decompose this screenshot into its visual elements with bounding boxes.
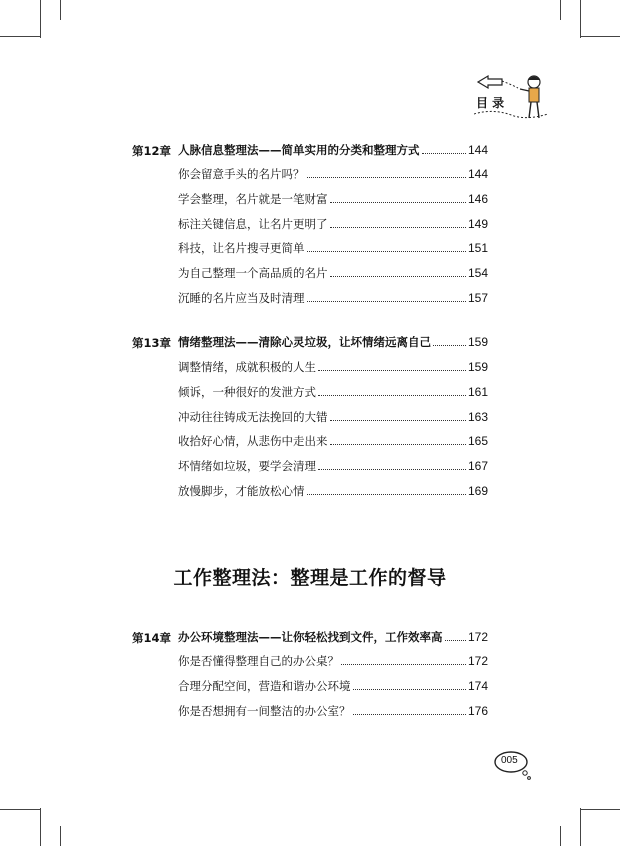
chapter-label: 第14章 [132,631,172,645]
dot-leader [341,664,466,665]
toc-item-title: 冲动往往铸成无法挽回的大错 [178,410,328,424]
toc-item[interactable] [178,291,488,306]
toc-item-title: 倾诉，一种很好的发泄方式 [178,385,316,399]
page-number-badge [493,748,533,782]
toc-item-page: 157 [467,291,488,305]
toc-item-page: 165 [467,434,488,448]
toc-item[interactable] [178,192,488,207]
chapter-label: 第12章 [132,144,172,158]
dot-leader [307,494,466,495]
dot-leader [422,153,466,154]
toc-item[interactable] [178,484,488,499]
toc-item-title: 你是否想拥有一间整洁的办公室？ [178,704,351,718]
toc-item-page: 169 [467,484,488,498]
dot-leader [330,276,466,277]
toc-item-page: 161 [467,385,488,399]
toc-item-page: 176 [467,704,488,718]
chapter-label: 第13章 [132,336,172,350]
chapter-title: 办公环境整理法——让你轻松找到文件，工作效率高 [178,630,443,644]
chapter-title: 情绪整理法——清除心灵垃圾，让坏情绪远离自己 [178,335,431,349]
toc-item[interactable] [178,360,488,375]
toc-item-title: 学会整理，名片就是一笔财富 [178,192,328,206]
toc-item-title: 你是否懂得整理自己的办公桌？ [178,654,339,668]
dot-leader [353,689,466,690]
dot-leader [330,420,466,421]
chapter-page: 159 [467,335,488,349]
toc-item-title: 放慢脚步，才能放松心情 [178,484,305,498]
dot-leader [433,345,466,346]
page-number: 005 [501,755,518,766]
chapter-page: 144 [467,143,488,157]
toc-item[interactable] [178,266,488,281]
toc-item[interactable] [178,704,488,719]
dot-leader [318,370,466,371]
dot-leader [307,177,466,178]
toc-item-page: 154 [467,266,488,280]
toc-item[interactable] [178,459,488,474]
toc-item-title: 坏情绪如垃圾，要学会清理 [178,459,316,473]
toc-item[interactable] [178,434,488,449]
toc-item-title: 为自己整理一个高品质的名片 [178,266,328,280]
toc-item-page: 163 [467,410,488,424]
chapter-row[interactable] [178,335,488,350]
toc-item-page: 149 [467,217,488,231]
dot-leader [353,714,466,715]
toc-item-title: 标注关键信息，让名片更明了 [178,217,328,231]
toc-item-page: 144 [467,167,488,181]
toc-item-page: 146 [467,192,488,206]
toc-item[interactable] [178,679,488,694]
dot-leader [330,444,466,445]
toc-item-title: 你会留意手头的名片吗？ [178,167,305,181]
toc-item[interactable] [178,410,488,425]
toc-header-label: 目 录 [476,96,505,110]
toc-item[interactable] [178,217,488,232]
toc-item-page: 174 [467,679,488,693]
dot-leader [318,469,466,470]
section-title: 工作整理法：整理是工作的督导 [173,567,447,589]
dot-leader [307,301,466,302]
toc-item-page: 151 [467,241,488,255]
toc-item[interactable] [178,385,488,400]
chapter-page: 172 [467,630,488,644]
toc-item[interactable] [178,241,488,256]
toc-item-title: 收拾好心情，从悲伤中走出来 [178,434,328,448]
dot-leader [307,251,466,252]
dot-leader [445,640,466,641]
toc-item-title: 合理分配空间，营造和谐办公环境 [178,679,351,693]
toc-item-page: 172 [467,654,488,668]
toc-item[interactable] [178,167,488,182]
toc-item-title: 调整情绪，成就积极的人生 [178,360,316,374]
chapter-row[interactable] [178,630,488,645]
dot-leader [330,202,466,203]
toc-item-title: 沉睡的名片应当及时清理 [178,291,305,305]
toc-item-title: 科技，让名片搜寻更简单 [178,241,305,255]
chapter-title: 人脉信息整理法——简单实用的分类和整理方式 [178,143,420,157]
dot-leader [318,395,466,396]
dot-leader [330,227,466,228]
toc-item-page: 167 [467,459,488,473]
toc-item-page: 159 [467,360,488,374]
chapter-row[interactable] [178,143,488,158]
toc-item[interactable] [178,654,488,669]
